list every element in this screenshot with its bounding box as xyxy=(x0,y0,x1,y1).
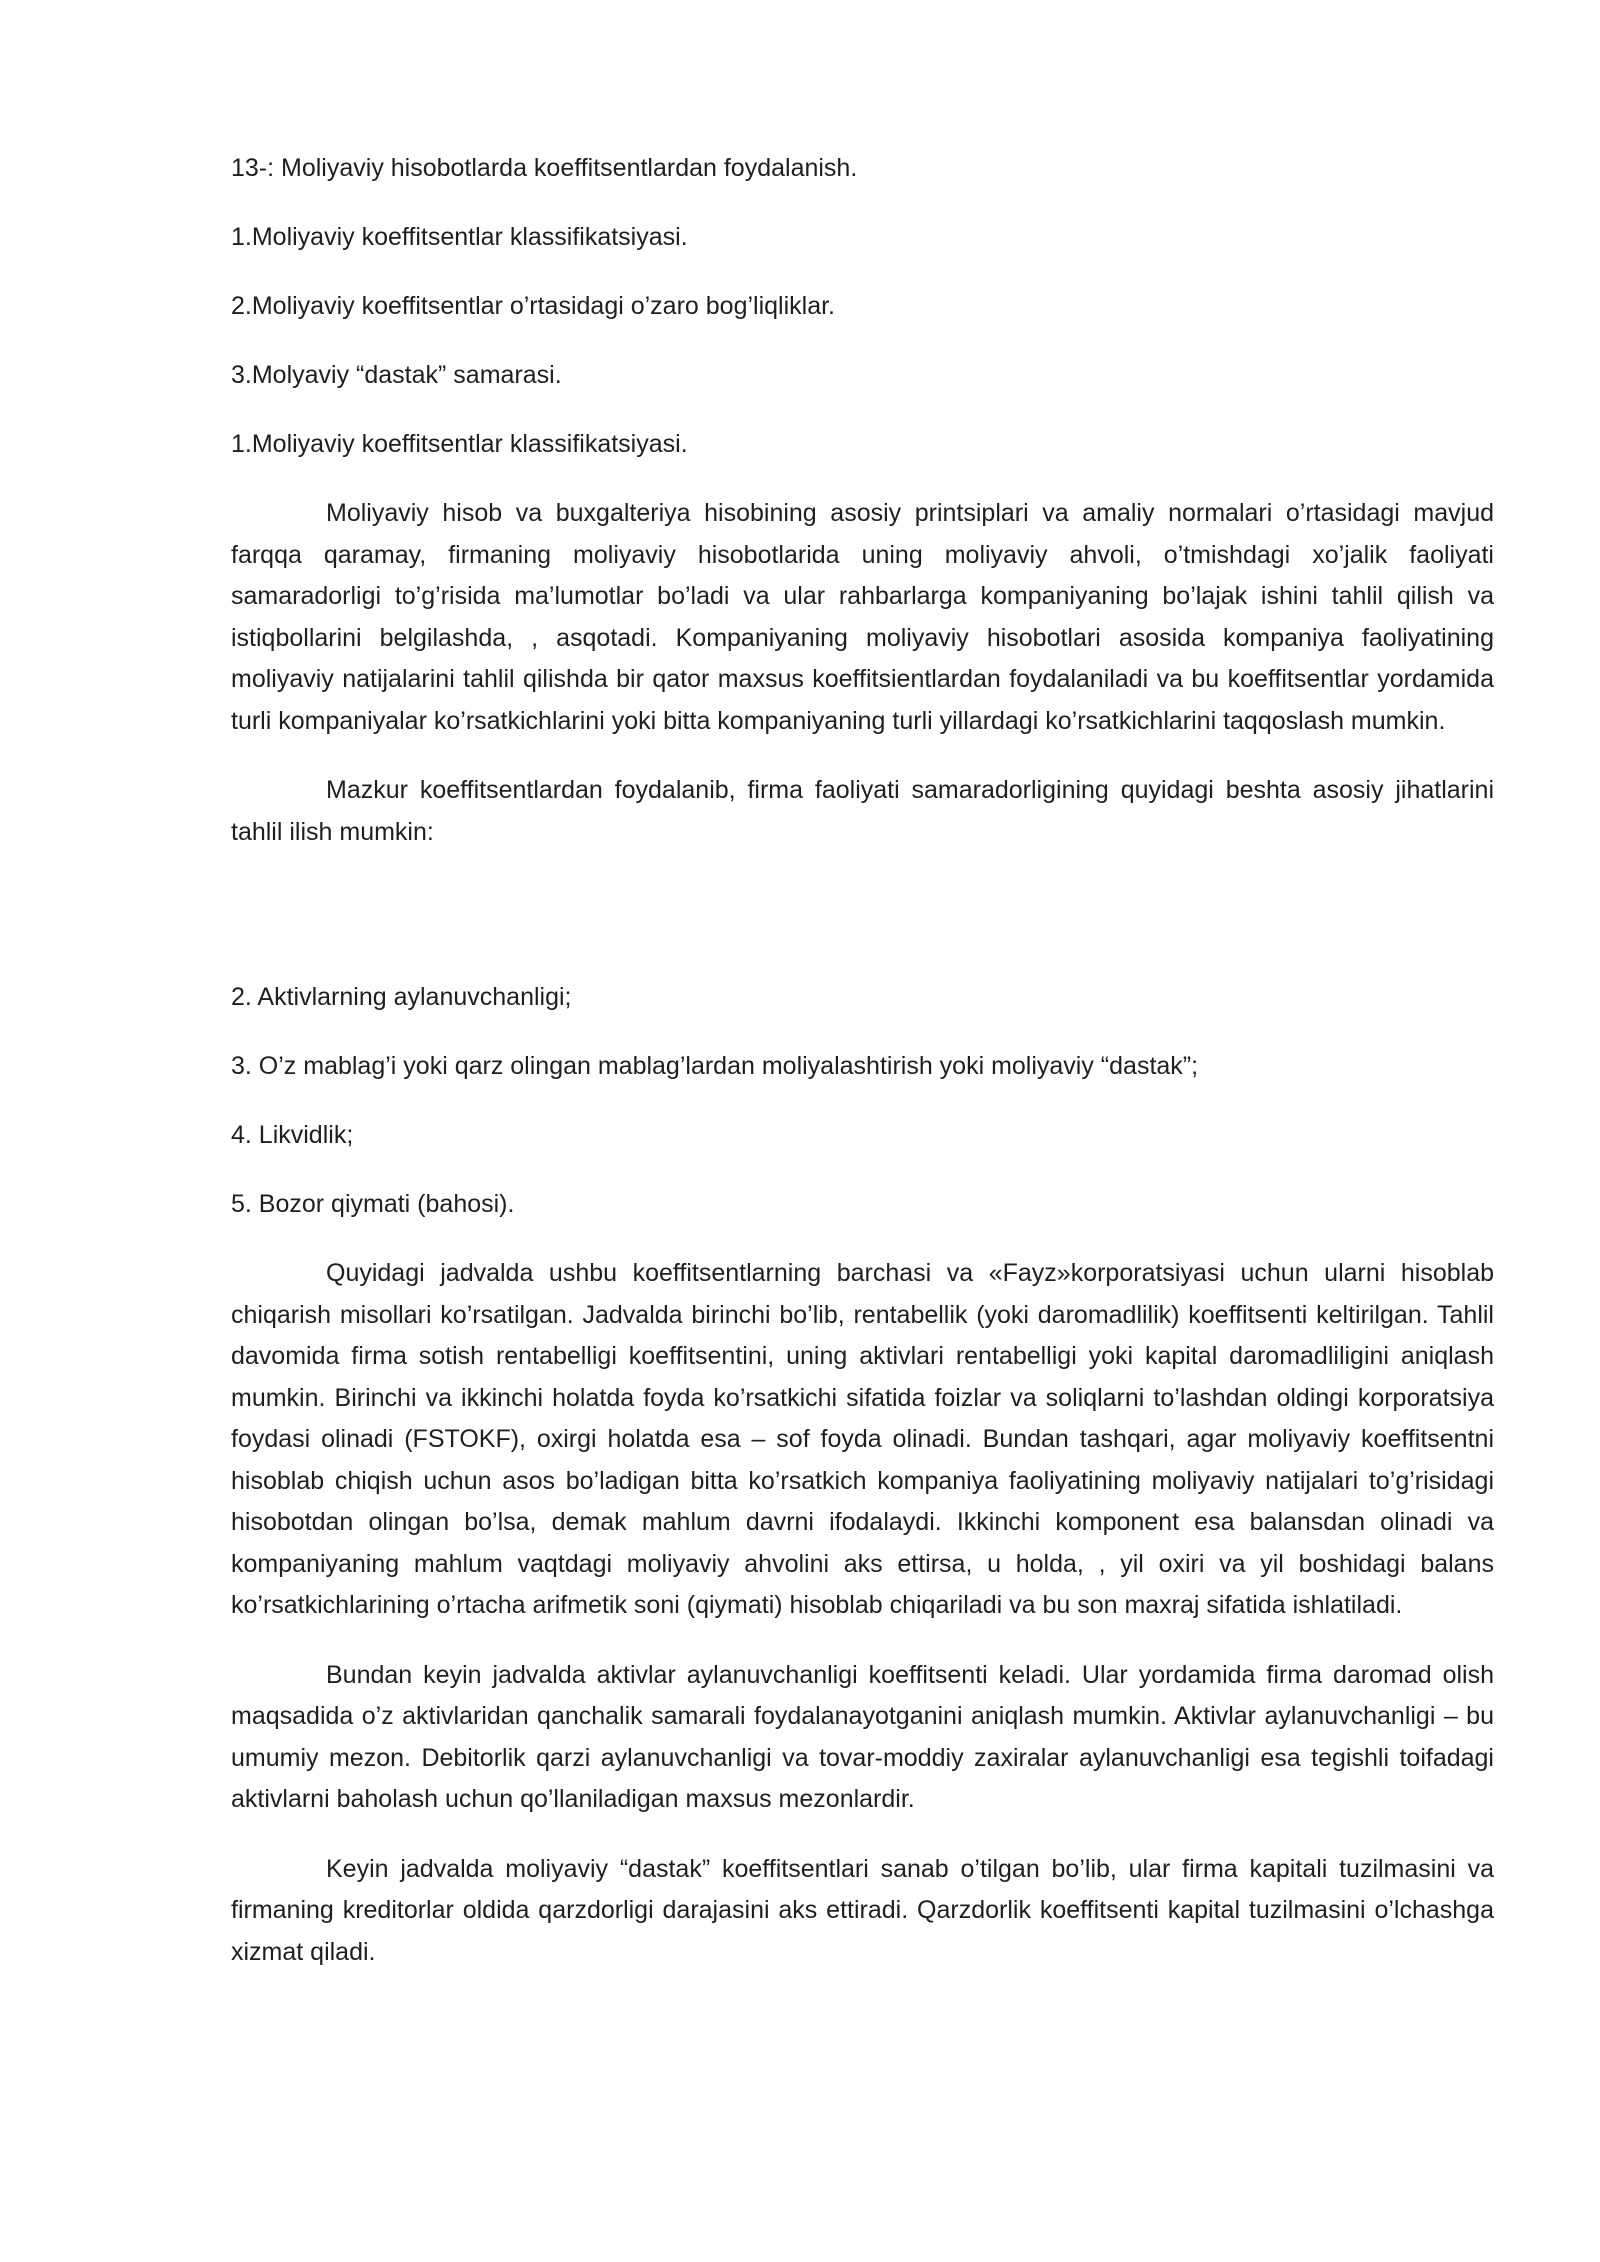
document-title: 13-: Moliyaviy hisobotlarda koeffitsentlardan foydalanish. xyxy=(231,154,858,182)
outline-item-2: 2.Moliyaviy koeffitsentlar o’rtasidagi o’zaro bog’liqliklar. xyxy=(231,292,835,320)
list-item-3: 3. O’z mablag’i yoki qarz olingan mablag’lardan moliyalashtirish yoki moliyaviy “dastak”; xyxy=(231,1052,1199,1080)
paragraph-intro: Moliyaviy hisob va buxgalteriya hisobining asosiy printsiplari va amaliy normalari o’rtasidagi mavjud farqqa qaramay, firmaning moliyaviy hisobotlarida uning moliyaviy ahvoli, o’tmishdagi xo’jalik faoliyati samaradorligi to’g’risida ma’lumotlar bo’ladi va ular rahbarlarga kompaniyaning bo’lajak ishini tahlil qilish va istiqbollarini belgilashda, , asqotadi. Kompaniyaning moliyaviy hisobotlari asosida kompaniya faoliyatining moliyaviy natijalarini tahlil qilishda bir qator maxsus koeffitsientlardan foydalaniladi va bu koeffitsentlar yordamida turli kompaniyalar ko’rsatkichlarini yoki bitta kompaniyaning turli yillardagi ko’rsatkichlarini taqqoslash mumkin. xyxy=(231,499,1494,735)
outline-item-1: 1.Moliyaviy koeffitsentlar klassifikatsiyasi. xyxy=(231,223,688,251)
paragraph-leverage: Keyin jadvalda moliyaviy “dastak” koeffitsentlari sanab o’tilgan bo’lib, ular firma kapitali tuzilmasini va firmaning kreditorlar oldida qarzdorligi darajasini aks ettiradi. Qarzdorlik koeffitsenti kapital tuzilmasini o’lchashga xizmat qiladi. xyxy=(231,1854,1494,1966)
section-heading: 1.Moliyaviy koeffitsentlar klassifikatsiyasi. xyxy=(231,430,688,458)
paragraph-aspects: Mazkur koeffitsentlardan foydalanib, firma faoliyati samaradorligining quyidagi beshta asosiy jihatlarini tahlil ilish mumkin: xyxy=(231,776,1494,846)
list-item-2: 2. Aktivlarning aylanuvchanligi; xyxy=(231,983,572,1011)
paragraph-table-description: Quyidagi jadvalda ushbu koeffitsentlarning barchasi va «Fayz»korporatsiyasi uchun ularni hisoblab chiqarish misollari ko’rsatilgan. Jadvalda birinchi bo’lib, rentabellik (yoki daromadlilik) koeffitsenti keltirilgan. Tahlil davomida firma sotish rentabelligi koeffitsentini, uning aktivlari rentabelligi yoki kapital daromadliligini aniqlash mumkin. Birinchi va ikkinchi holatda foyda ko’rsatkichi sifatida foizlar va soliqlarni to’lashdan oldingi korporatsiya foydasi olinadi (FSTOKF), oxirgi holatda esa – sof foyda olinadi. Bundan tashqari, agar moliyaviy koeffitsentni hisoblab chiqish uchun asos bo’ladigan bitta ko’rsatkich kompaniya faoliyatining moliyaviy natijalari to’g’risidagi hisobotdan olingan bo’lsa, demak mahlum davrni ifodalaydi. Ikkinchi komponent esa balansdan olinadi va kompaniyaning mahlum vaqtdagi moliyaviy ahvolini aks ettirsa, u holda, , yil oxiri va yil boshidagi balans ko’rsatkichlarining o’rtacha arifmetik soni (qiymati) hisoblab chiqariladi va bu son maxraj sifatida ishlatiladi. xyxy=(231,1259,1494,1619)
paragraph-asset-turnover: Bundan keyin jadvalda aktivlar aylanuvchanligi koeffitsenti keladi. Ular yordamida firma daromad olish maqsadida o’z aktivlaridan qanchalik samarali foydalanayotganini aniqlash mumkin. Aktivlar aylanuvchanligi – bu umumiy mezon. Debitorlik qarzi aylanuvchanligi va tovar-moddiy zaxiralar aylanuvchanligi esa tegishli toifadagi aktivlarni baholash uchun qo’llaniladigan maxsus mezonlardir. xyxy=(231,1660,1494,1813)
outline-item-3: 3.Molyaviy “dastak” samarasi. xyxy=(231,361,562,389)
list-item-5: 5. Bozor qiymati (bahosi). xyxy=(231,1190,515,1218)
document-body xyxy=(231,148,1494,2001)
blank-space xyxy=(231,881,1494,977)
list-item-4: 4. Likvidlik; xyxy=(231,1121,354,1149)
